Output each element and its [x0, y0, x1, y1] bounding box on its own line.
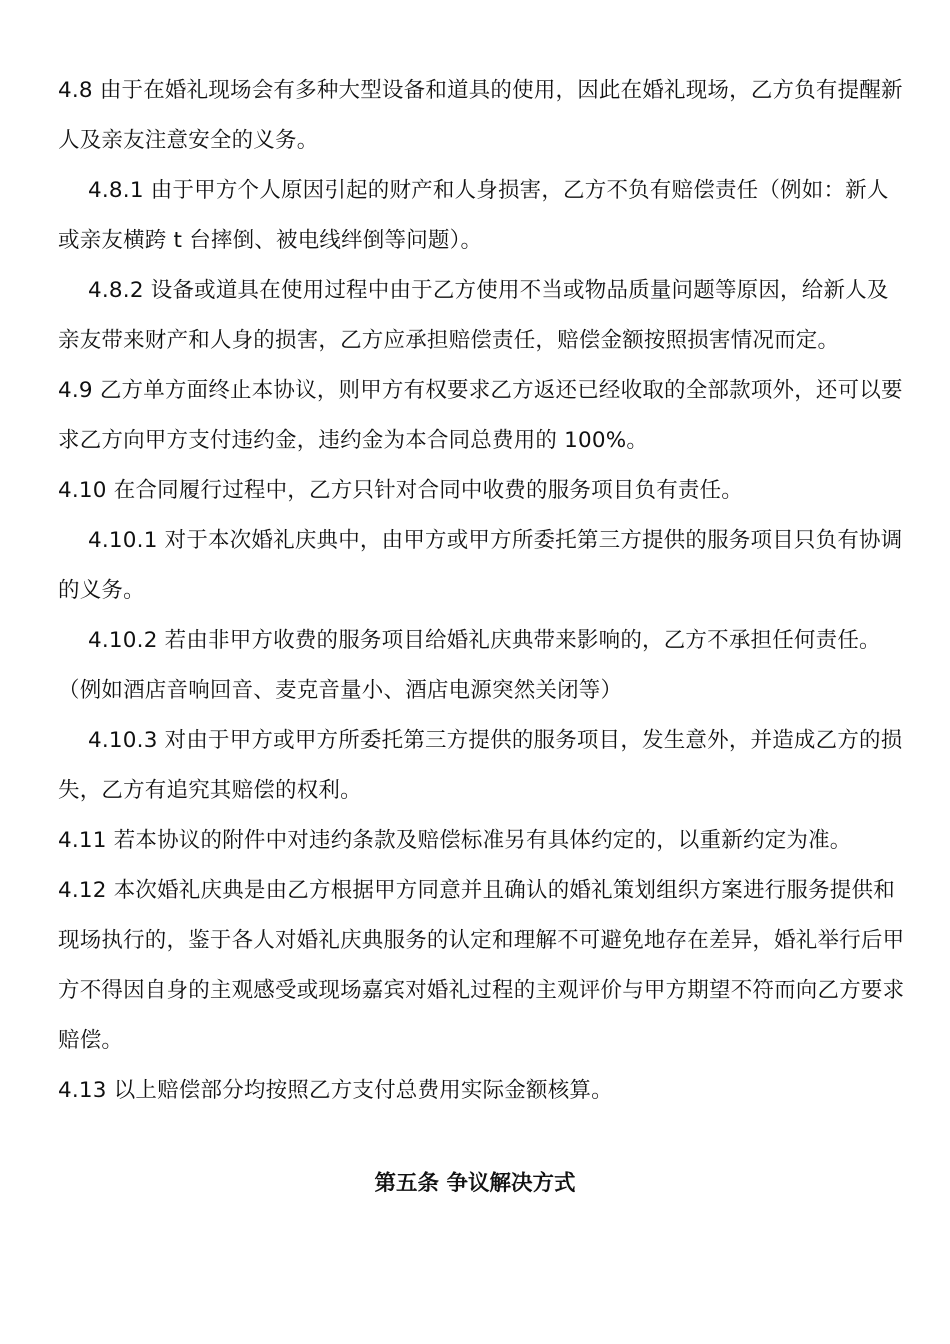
- section-heading: 第五条 争议解决方式: [374, 1171, 576, 1196]
- clause-4-10: 4.10 在合同履行过程中，乙方只针对合同中收费的服务项目负有责任。: [58, 478, 744, 503]
- clause-4-10-2: 4.10.2 若由非甲方收费的服务项目给婚礼庆典带来影响的，乙方不承担任何责任。（例如酒店音响回音、麦克音量小、酒店电源突然关闭等）: [58, 628, 881, 703]
- clause-4-10-1: 4.10.1 对于本次婚礼庆典中，由甲方或甲方所委托第三方提供的服务项目只负有协调的义务。: [58, 528, 903, 603]
- clause-4-11: 4.11 若本协议的附件中对违约条款及赔偿标准另有具体约定的，以重新约定为准。: [58, 828, 852, 853]
- clause-4-10-3: 4.10.3 对由于甲方或甲方所委托第三方提供的服务项目，发生意外，并造成乙方的损失，乙方有追究其赔偿的权利。: [58, 728, 903, 803]
- clause-4-9: 4.9 乙方单方面终止本协议，则甲方有权要求乙方返还已经收取的全部款项外，还可以要求乙方向甲方支付违约金，违约金为本合同总费用的 100%。: [58, 378, 903, 453]
- clause-4-13: 4.13 以上赔偿部分均按照乙方支付总费用实际金额核算。: [58, 1078, 613, 1103]
- clause-4-12: 4.12 本次婚礼庆典是由乙方根据甲方同意并且确认的婚礼策划组织方案进行服务提供和现场执行的，鉴于各人对婚礼庆典服务的认定和理解不可避免地存在差异，婚礼举行后甲方不得因自身的主观感受或现场嘉宾对婚礼过程的主观评价与甲方期望不符而向乙方要求赔偿。: [58, 878, 905, 1053]
- clause-4-8-1: 4.8.1 由于甲方个人原因引起的财产和人身损害，乙方不负有赔偿责任（例如：新人或亲友横跨 t 台摔倒、被电线绊倒等问题）。: [58, 178, 889, 253]
- clause-4-8-2: 4.8.2 设备或道具在使用过程中由于乙方使用不当或物品质量问题等原因，给新人及亲友带来财产和人身的损害，乙方应承担赔偿责任，赔偿金额按照损害情况而定。: [58, 278, 889, 353]
- clause-4-8: 4.8 由于在婚礼现场会有多种大型设备和道具的使用，因此在婚礼现场，乙方负有提醒新人及亲友注意安全的义务。: [58, 78, 903, 153]
